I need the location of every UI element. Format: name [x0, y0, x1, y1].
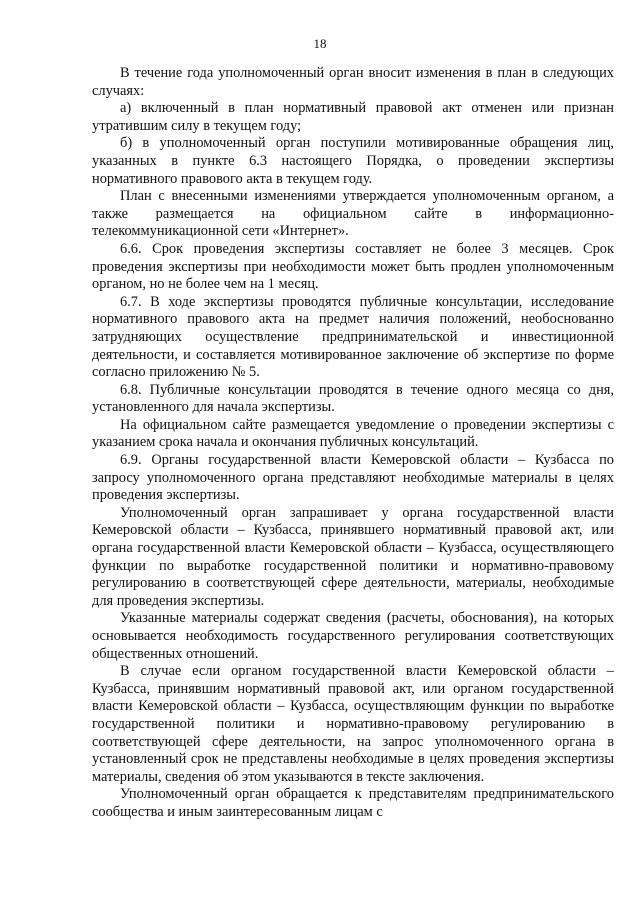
paragraph-6-9: 6.9. Органы государственной власти Кемеровской области – Кузбасса по запросу уполномоченного органа представляют необходимые материалы в целях проведения экспертизы.: [92, 452, 614, 504]
paragraph-plan-approval: План с внесенными изменениями утверждается уполномоченным органом, а также размещается на официальном сайте в информационно-телекоммуникационной сети «Интернет».: [92, 188, 614, 240]
paragraph-6-6: 6.6. Срок проведения экспертизы составляет не более 3 месяцев. Срок проведения экспертизы при необходимости может быть продлен уполномоченным органом, но не более чем на 1 месяц.: [92, 240, 614, 293]
paragraph-item-a: а) включенный в план нормативный правовой акт отменен или признан утратившим силу в текущем году;: [92, 100, 614, 134]
page-number: 18: [313, 36, 327, 51]
paragraph-notice: На официальном сайте размещается уведомление о проведении экспертизы с указанием срока начала и окончания публичных консультаций.: [92, 416, 614, 451]
paragraph-6-8: 6.8. Публичные консультации проводятся в течение одного месяца со дня, установленного для начала экспертизы.: [92, 381, 614, 416]
paragraph-item-b: б) в уполномоченный орган поступили мотивированные обращения лиц, указанных в пункте 6.3 настоящего Порядка, о проведении экспертизы нормативного правового акта в текущем году.: [92, 135, 614, 187]
paragraph-6-7: 6.7. В ходе экспертизы проводятся публичные консультации, исследование нормативного правового акта на предмет наличия положений, необоснованно затрудняющих осуществление предпринимательской и инвестиционной деятельности, и составляется мотивированное заключение об экспертизе по форме согласно приложению № 5.: [92, 293, 614, 381]
paragraph-materials-missing: В случае если органом государственной власти Кемеровской области – Кузбасса, принявшим нормативный правовой акт, или органом государственной власти Кемеровской области – Кузбасса, осуществляющим функции по выработке государственной политики и нормативно-правовому регулированию в соответствующей сфере деятельности, на запрос уполномоченного органа в установленный срок не представлены необходимые в целях проведения экспертизы материалы, сведения об этом указываются в тексте заключения.: [92, 663, 614, 785]
document-body: [92, 65, 614, 822]
paragraph-business-appeal: Уполномоченный орган обращается к представителям предпринимательского сообщества и иным заинтересованным лицам с: [92, 786, 614, 820]
paragraph-materials-request: Уполномоченный орган запрашивает у органа государственной власти Кемеровской области – Кузбасса, принявшего нормативный правовой акт, или органа государственной власти Кемеровской области – Кузбасса, осуществляющего функции по выработке государственной политики и нормативно-правовому регулированию в соответствующей сфере деятельности, материалы, необходимые для проведения экспертизы.: [92, 504, 614, 609]
paragraph-plan-changes-intro: В течение года уполномоченный орган вносит изменения в план в следующих случаях:: [92, 65, 614, 99]
paragraph-materials-content: Указанные материалы содержат сведения (расчеты, обоснования), на которых основывается необходимость государственного регулирования соответствующих общественных отношений.: [92, 610, 614, 662]
